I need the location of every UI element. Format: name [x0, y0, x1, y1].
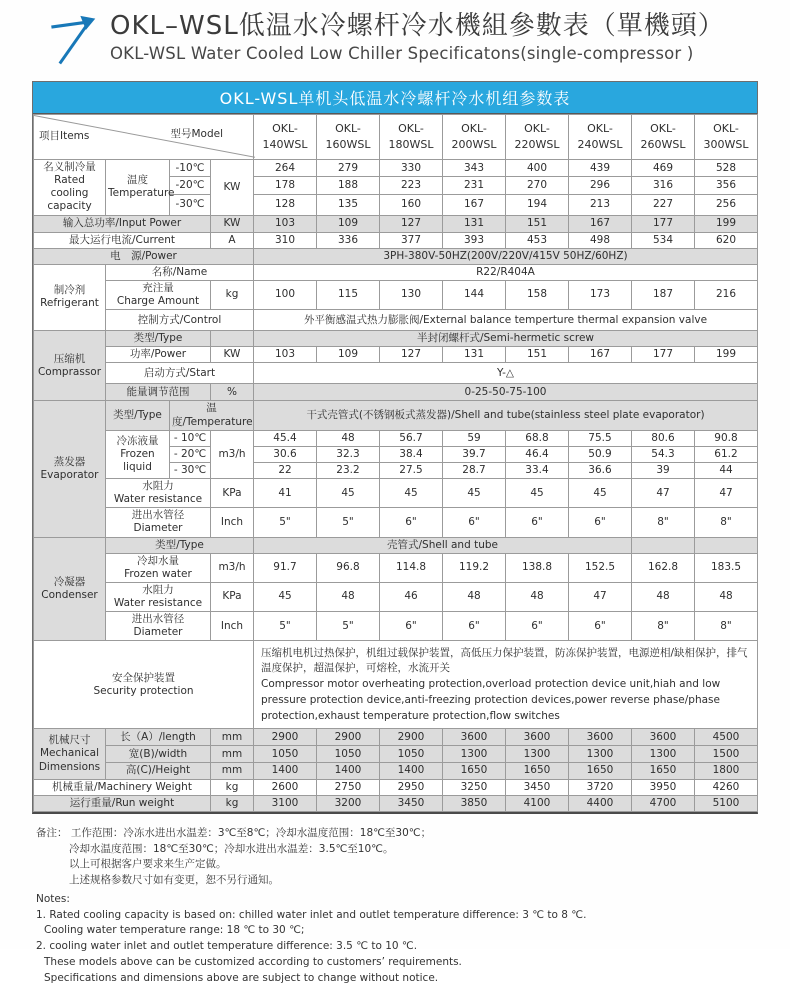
value-refrigerant-name: R22/R404A [254, 264, 758, 280]
table-cell: 5" [317, 508, 380, 537]
table-cell: KW [211, 215, 254, 232]
table-cell: 36.6 [569, 462, 632, 478]
note-line: 2. cooling water inlet and outlet temperature difference: 3.5 ℃ to 10 ℃. [36, 939, 790, 955]
table-cell: KW [211, 347, 254, 363]
table-cell: 3450 [380, 795, 443, 811]
table-cell: 91.7 [254, 553, 317, 582]
table-cell: 水阻力 Water resistance [106, 582, 211, 611]
column-header-model: OKL- 200WSL [443, 115, 506, 160]
table-cell: 8" [632, 612, 695, 641]
note-line: 冷却水温度范围：18℃至30℃；冷却水进出水温差：3.5℃至10℃。 [69, 842, 790, 858]
note-line: 1. Rated cooling capacity is based on: chilled water inlet and outlet temperature difference: 3 ℃ to 8 ℃. [36, 908, 790, 924]
table-row [34, 280, 758, 309]
table-cell: 56.7 [380, 430, 443, 446]
label-power-supply: 电 源/Power [34, 248, 254, 264]
table-cell: 3600 [632, 729, 695, 746]
table-cell: 44 [695, 462, 758, 478]
table-cell: 151 [506, 215, 569, 232]
table-cell: 45 [443, 479, 506, 508]
table-row [34, 479, 758, 508]
table-cell: 1300 [632, 746, 695, 763]
table-cell: 6" [569, 508, 632, 537]
table-cell: 199 [695, 347, 758, 363]
table-cell: Inch [211, 612, 254, 641]
table-cell: 3600 [506, 729, 569, 746]
table-cell: 135 [317, 194, 380, 215]
table-cell: 温度/Temperature [170, 401, 254, 430]
table-cell: 33.4 [506, 462, 569, 478]
table-cell: 6" [506, 612, 569, 641]
table-row [34, 264, 758, 280]
table-cell: 3250 [443, 779, 506, 795]
table-row [34, 763, 758, 779]
table-cell: 213 [569, 194, 632, 215]
table-cell: 8" [632, 508, 695, 537]
value-condenser-type: 壳管式/Shell and tube [254, 537, 632, 553]
table-cell: 5" [254, 612, 317, 641]
table-cell: m3/h [211, 553, 254, 582]
table-cell: mm [211, 763, 254, 779]
column-header-model: OKL- 160WSL [317, 115, 380, 160]
corner-model-label: 型号Model [170, 128, 223, 141]
spec-table [33, 114, 758, 812]
table-cell: 4260 [695, 779, 758, 795]
page-header [0, 0, 790, 70]
section-evaporator: 蒸发器 Evaporator [34, 401, 106, 537]
label-input-power: 输入总功率/Input Power [34, 215, 211, 232]
table-cell: 61.2 [695, 446, 758, 462]
table-cell: 103 [254, 347, 317, 363]
table-cell: 进出水管径 Diameter [106, 612, 211, 641]
table-row [34, 160, 758, 177]
table-cell: 39.7 [443, 446, 506, 462]
label-temperature: 温度 Temperature [106, 160, 170, 216]
table-cell: 4500 [695, 729, 758, 746]
table-cell: 1800 [695, 763, 758, 779]
table-cell: 2900 [254, 729, 317, 746]
section-condenser: 冷凝器 Condenser [34, 537, 106, 641]
section-rated-cooling-capacity: 名义制冷量 Rated cooling capacity [34, 160, 106, 216]
table-cell: 296 [569, 177, 632, 194]
table-cell: 6" [506, 508, 569, 537]
table-cell: 1650 [443, 763, 506, 779]
table-row [34, 795, 758, 811]
table-cell: -10℃ [170, 160, 211, 177]
value-energy-range: 0-25-50-75-100 [254, 384, 758, 401]
table-cell: 3720 [569, 779, 632, 795]
section-mechanical-dimensions: 机械尺寸 Mechanical Dimensions [34, 729, 106, 779]
table-cell: 5" [254, 508, 317, 537]
table-cell: 167 [443, 194, 506, 215]
table-cell: 528 [695, 160, 758, 177]
table-cell: 48 [506, 582, 569, 611]
table-cell: 41 [254, 479, 317, 508]
table-cell: 4400 [569, 795, 632, 811]
note-line: 以上可根据客户要求来生产定做。 [69, 857, 790, 873]
table-corner-cell [34, 115, 254, 160]
table-cell: 109 [317, 215, 380, 232]
table-cell: 115 [317, 280, 380, 309]
value-start-mode: Y-△ [254, 363, 758, 384]
table-cell: 27.5 [380, 462, 443, 478]
table-cell [632, 537, 695, 553]
table-cell: 1300 [569, 746, 632, 763]
table-cell: 3100 [254, 795, 317, 811]
note-line: Notes: [36, 892, 790, 908]
table-cell: 46.4 [506, 446, 569, 462]
table-cell: 1650 [506, 763, 569, 779]
table-cell: 188 [317, 177, 380, 194]
note-line: 备注： 工作范围：冷冻水进出水温差：3℃至8℃；冷却水温度范围：18℃至30℃； [36, 826, 790, 842]
table-cell: -30℃ [170, 194, 211, 215]
table-cell: 187 [632, 280, 695, 309]
table-cell: 宽(B)/width [106, 746, 211, 763]
table-cell: 127 [380, 215, 443, 232]
note-line: Cooling water temperature range: 18 ℃ to 30 ℃; [44, 923, 790, 939]
table-cell: 39 [632, 462, 695, 478]
notes-english [36, 892, 790, 986]
table-cell: KPa [211, 479, 254, 508]
table-cell: 100 [254, 280, 317, 309]
table-cell: kg [211, 795, 254, 811]
table-cell: m3/h [211, 430, 254, 478]
title-block [110, 12, 725, 63]
table-cell: 1300 [443, 746, 506, 763]
table-cell: 48 [317, 430, 380, 446]
section-compressor: 压缩机 Comprassor [34, 331, 106, 401]
table-cell: 3200 [317, 795, 380, 811]
table-row [34, 248, 758, 264]
table-cell: 高(C)/Height [106, 763, 211, 779]
table-cell: 158 [506, 280, 569, 309]
value-control: 外平衡感温式热力膨胀阀/External balance temperture thermal expansion valve [254, 310, 758, 331]
label-max-current: 最大运行电流/Current [34, 232, 211, 248]
table-cell: 75.5 [569, 430, 632, 446]
table-row [34, 384, 758, 401]
table-cell: 534 [632, 232, 695, 248]
table-cell: 498 [569, 232, 632, 248]
table-cell: 178 [254, 177, 317, 194]
table-cell: 47 [569, 582, 632, 611]
table-cell: mm [211, 729, 254, 746]
table-cell: 173 [569, 280, 632, 309]
table-row [34, 508, 758, 537]
table-cell: 59 [443, 430, 506, 446]
table-cell: 冷冻液量 Frozen liquid [106, 430, 170, 478]
table-cell: 22 [254, 462, 317, 478]
table-row [34, 347, 758, 363]
table-row [34, 729, 758, 746]
table-row [34, 746, 758, 763]
table-cell: 400 [506, 160, 569, 177]
table-row [34, 401, 758, 430]
table-cell: 4100 [506, 795, 569, 811]
column-header-model: OKL- 240WSL [569, 115, 632, 160]
table-cell: 227 [632, 194, 695, 215]
model-header-row [34, 115, 758, 160]
table-cell: 177 [632, 347, 695, 363]
table-cell: 水阻力 Water resistance [106, 479, 211, 508]
table-cell: 131 [443, 215, 506, 232]
table-row [34, 232, 758, 248]
table-cell: 23.2 [317, 462, 380, 478]
column-header-model: OKL- 260WSL [632, 115, 695, 160]
table-cell: 310 [254, 232, 317, 248]
table-cell: 1400 [254, 763, 317, 779]
table-cell: 50.9 [569, 446, 632, 462]
table-cell: 356 [695, 177, 758, 194]
table-cell: 类型/Type [106, 537, 254, 553]
corner-items-label: 项目Items [39, 130, 89, 143]
table-cell: 47 [632, 479, 695, 508]
table-cell: KPa [211, 582, 254, 611]
table-row [34, 779, 758, 795]
table-cell: 3450 [506, 779, 569, 795]
table-cell: 127 [380, 347, 443, 363]
table-cell: 90.8 [695, 430, 758, 446]
table-cell: 45 [506, 479, 569, 508]
table-cell: 336 [317, 232, 380, 248]
table-cell: 223 [380, 177, 443, 194]
table-cell: 3600 [443, 729, 506, 746]
page-title-cn: OKL–WSL低温水冷螺杆冷水機組參數表（單機頭） [110, 12, 725, 42]
table-cell: 48 [632, 582, 695, 611]
table-cell: 长（A）/length [106, 729, 211, 746]
table-cell: 4700 [632, 795, 695, 811]
table-cell: 131 [443, 347, 506, 363]
table-cell: 48 [317, 582, 380, 611]
table-cell: 38.4 [380, 446, 443, 462]
note-line: These models above can be customized according to customers’ requirements. [44, 955, 790, 971]
table-cell: 类型/Type [106, 331, 211, 347]
table-cell: 进出水管径 Diameter [106, 508, 211, 537]
table-cell: % [211, 384, 254, 401]
table-cell [211, 331, 254, 347]
table-cell: 2600 [254, 779, 317, 795]
table-row [34, 537, 758, 553]
table-cell: 96.8 [317, 553, 380, 582]
table-cell: 177 [632, 215, 695, 232]
page-title-en: OKL-WSL Water Cooled Low Chiller Specificatons(single-compressor ) [110, 44, 725, 63]
table-row [34, 641, 758, 729]
table-row [34, 582, 758, 611]
table-cell: A [211, 232, 254, 248]
table-cell: 2950 [380, 779, 443, 795]
table-cell: 6" [443, 508, 506, 537]
table-cell: 32.3 [317, 446, 380, 462]
column-header-model: OKL- 180WSL [380, 115, 443, 160]
label-run-weight: 运行重量/Run weight [34, 795, 211, 811]
table-cell: 393 [443, 232, 506, 248]
table-cell: 控制方式/Control [106, 310, 254, 331]
table-cell: 6" [380, 612, 443, 641]
table-cell: 109 [317, 347, 380, 363]
section-refrigerant: 制冷剂 Refrigerant [34, 264, 106, 330]
table-cell: 162.8 [632, 553, 695, 582]
table-cell: 1400 [380, 763, 443, 779]
table-cell: 45.4 [254, 430, 317, 446]
table-cell: Inch [211, 508, 254, 537]
table-cell: 1050 [317, 746, 380, 763]
table-cell: 119.2 [443, 553, 506, 582]
table-cell: 279 [317, 160, 380, 177]
table-cell: 6" [380, 508, 443, 537]
table-cell: 1050 [380, 746, 443, 763]
table-cell: 138.8 [506, 553, 569, 582]
column-header-model: OKL- 220WSL [506, 115, 569, 160]
column-header-model: OKL- 140WSL [254, 115, 317, 160]
table-cell: 8" [695, 612, 758, 641]
table-row [34, 430, 758, 446]
table-cell: 103 [254, 215, 317, 232]
table-cell: 194 [506, 194, 569, 215]
table-cell: kg [211, 280, 254, 309]
table-cell: kg [211, 779, 254, 795]
table-row [34, 553, 758, 582]
table-cell: 114.8 [380, 553, 443, 582]
table-cell: 名称/Name [106, 264, 254, 280]
value-security-protection: 压缩机电机过热保护，机组过载保护装置，高低压力保护装置，防冻保护装置，电源逆相/缺相保护，排气温度保护，超温保护，可熔栓，水流开关 Compressor motor overheating protection,overload protection device unit,hiah and low pressure protection device,anti-freezing protection devices,power reverse phase/phase protection,exhaust temperature protection,flow switches [254, 641, 758, 729]
table-cell: 3600 [569, 729, 632, 746]
table-cell: 620 [695, 232, 758, 248]
table-cell: 2900 [317, 729, 380, 746]
table-cell: 6" [443, 612, 506, 641]
table-cell: 28.7 [443, 462, 506, 478]
table-cell: 216 [695, 280, 758, 309]
table-row [34, 612, 758, 641]
table-cell: 1050 [254, 746, 317, 763]
table-cell: 80.6 [632, 430, 695, 446]
table-cell: 1300 [506, 746, 569, 763]
table-cell: - 10℃ [170, 430, 211, 446]
table-cell: 启动方式/Start [106, 363, 254, 384]
table-cell: 48 [695, 582, 758, 611]
table-cell: 453 [506, 232, 569, 248]
table-cell: 45 [380, 479, 443, 508]
table-cell: 1400 [317, 763, 380, 779]
table-cell: 3950 [632, 779, 695, 795]
table-cell: 256 [695, 194, 758, 215]
table-title-bar: OKL-WSL单机头低温水冷螺杆冷水机组参数表 [33, 82, 757, 114]
value-compressor-type: 半封闭螺杆式/Semi-hermetic screw [254, 331, 758, 347]
table-cell: 130 [380, 280, 443, 309]
table-cell: 128 [254, 194, 317, 215]
value-power-supply: 3PH-380V-50HZ(200V/220V/415V 50HZ/60HZ) [254, 248, 758, 264]
table-cell: 48 [443, 582, 506, 611]
table-row [34, 331, 758, 347]
table-cell: 充注量 Charge Amount [106, 280, 211, 309]
table-cell: 167 [569, 215, 632, 232]
table-cell: 5" [317, 612, 380, 641]
table-cell: - 20℃ [170, 446, 211, 462]
table-cell: - 30℃ [170, 462, 211, 478]
table-cell: 能量调节范围 [106, 384, 211, 401]
table-cell: 45 [569, 479, 632, 508]
table-cell: 330 [380, 160, 443, 177]
label-machinery-weight: 机械重量/Machinery Weight [34, 779, 211, 795]
table-cell: 2900 [380, 729, 443, 746]
table-cell: 47 [695, 479, 758, 508]
table-cell: 45 [254, 582, 317, 611]
table-cell: 316 [632, 177, 695, 194]
table-cell: 3850 [443, 795, 506, 811]
value-evaporator-type: 干式壳管式(不锈钢板式蒸发器)/Shell and tube(stainless steel plate evaporator) [254, 401, 758, 430]
table-cell: 167 [569, 347, 632, 363]
table-cell: 199 [695, 215, 758, 232]
table-cell: 功率/Power [106, 347, 211, 363]
table-cell: 144 [443, 280, 506, 309]
table-cell: 1650 [569, 763, 632, 779]
table-cell: 45 [317, 479, 380, 508]
table-cell: 183.5 [695, 553, 758, 582]
table-cell: 377 [380, 232, 443, 248]
table-cell: 46 [380, 582, 443, 611]
table-cell: 1650 [632, 763, 695, 779]
table-cell: 439 [569, 160, 632, 177]
table-cell: 类型/Type [106, 401, 170, 430]
table-cell: 6" [569, 612, 632, 641]
note-line: Specifications and dimensions above are subject to change without notice. [44, 971, 790, 986]
table-cell: 1500 [695, 746, 758, 763]
table-cell: KW [211, 160, 254, 216]
table-cell: 2750 [317, 779, 380, 795]
section-security-protection: 安全保护装置 Security protection [34, 641, 254, 729]
table-cell: 8" [695, 508, 758, 537]
table-cell: 30.6 [254, 446, 317, 462]
spec-table-panel [32, 81, 758, 814]
table-cell: 231 [443, 177, 506, 194]
table-cell: 54.3 [632, 446, 695, 462]
table-cell: 270 [506, 177, 569, 194]
table-cell: mm [211, 746, 254, 763]
table-cell: 152.5 [569, 553, 632, 582]
table-row [34, 363, 758, 384]
table-row [34, 310, 758, 331]
column-header-model: OKL- 300WSL [695, 115, 758, 160]
arrow-logo-icon [38, 14, 104, 70]
notes-chinese [36, 826, 790, 889]
table-cell: 5100 [695, 795, 758, 811]
table-cell: 264 [254, 160, 317, 177]
table-cell: 343 [443, 160, 506, 177]
table-cell: 160 [380, 194, 443, 215]
table-cell: 151 [506, 347, 569, 363]
table-row [34, 215, 758, 232]
table-cell: 68.8 [506, 430, 569, 446]
note-line: 上述规格参数尺寸如有变更，恕不另行通知。 [69, 873, 790, 889]
table-cell [695, 537, 758, 553]
table-cell: -20℃ [170, 177, 211, 194]
table-cell: 469 [632, 160, 695, 177]
table-cell: 冷却水量 Frozen water [106, 553, 211, 582]
